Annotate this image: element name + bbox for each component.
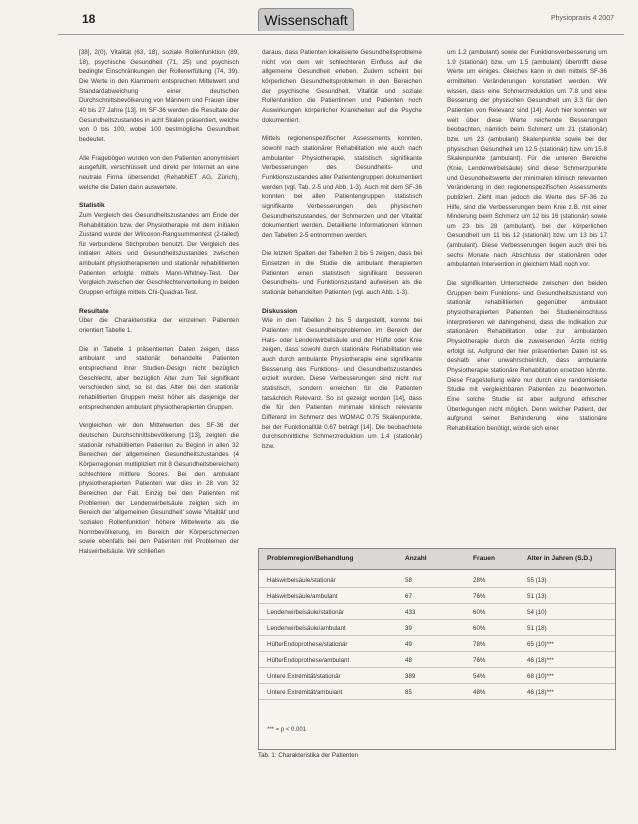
table-cell: 67 (405, 593, 412, 600)
table-cell: Hüfte/Endoprothese/stationär (267, 641, 348, 648)
section-heading-diskussion: Diskussion (262, 307, 298, 315)
text-column-2 (262, 48, 422, 540)
table-cell: 49 (405, 641, 412, 648)
table-header-cell: Anzahl (405, 555, 427, 562)
paragraph: um 1.2 (ambulant) sowie der Funktionsverbesserung um 1.9 (stationär) bzw. um 1.5 (ambulant) übertrifft diese Werte um einiges. Gleiches kann in den mittels SF-36 ermittelten Veränderungen konstatiert werden. Wir wissen, dass eine Schmerzreduktion um 7.8 und eine Besserung der physischen Gesundheit um 3.3 für den Patienten von Relevanz sind [14]. Auch hier konnten wir weit über diese Werte reichende Besserungen beobachten, nämlich beim Schmerz um 21 (stationär) bzw. um 23 (ambulant) Skalenpunkte sowie bei der physischen Gesundheit um 12.5 (stationär) bzw. um 15.8 Skalenpunkte (ambulant). Für die unteren Bereiche (Knie, Lendenwirbelsäule) sind diese Schmerzpunkte und Gesundheitswerte der minimalen klinisch relevanten Veränderung in den regionenspezifischen Assessments publiziert. Zieht man jedoch die Werte des SF-36 zu Hilfe, sind die Verbesserungen beim Knie z.B. mit einer Minderung beim Schmerz um 12 bis 16 (stationär) sowie um 23 bis 28 (ambulant), bei der körperlichen Gesundheit um 11 bis 12 (stationär) bzw. um 13 bis 17 (ambulant). Diese Verbesserungen liegen auch drei bis sechs Monate nach Abschluss der stationären oder ambulanten Intervention in gleichem Maß noch vor. (447, 49, 607, 269)
paragraph: Vergleichen wir den Mittelwerten des SF-36 der deutschen Durchschnittsbevölkerung [13], zeigten die stationär rehabilitierten Patienten zu Beginn in allen 32 Bereichen der allgemeinen Gesundheitszustandes (4 Körperregionen multipliziert mit 8 Gesundheitsbereichen) schlechtere mittlere Scores. Bei den ambulant physiotherapierten Patienten war dies in 28 von 32 Bereichen der Fall. Einzig bei den Patienten mit Problemen der Lendenwirbelsäule zeigten sich im Bereich der 'allgemeinen Gesundheit' sowie 'Vitalität' und 'sozialen Rollenfunktion' höhere Mittelwerte als die Normbevölkerung, im Bereich der Körperschmerzen sowie ebenfalls bei den Patienten mit Problemen der Halswirbelsäule. Wir schließen (79, 422, 239, 555)
table-cell: 51 (18) (527, 625, 547, 632)
section-heading-statistik: Statistik (79, 202, 105, 210)
table-cell: 60% (473, 625, 486, 632)
table-cell: Untere Extremität/ambulant (267, 689, 343, 696)
table-cell: 433 (405, 609, 416, 616)
table-header-cell: Frauen (473, 555, 495, 562)
table-cell: 85 (405, 689, 412, 696)
table-cell: 48% (473, 689, 486, 696)
table-cell: 78% (473, 641, 486, 648)
paragraph: daraus, dass Patienten lokalisierte Gesundheitsprobleme nicht von dem wir schlechteren Einfluss auf die allgemeine Gesundheit erleben. Zudem scheint bei körperlichen Gesundheitsproblemen in den Bereichen der psychische Gesundheit, Vitalität und soziale Rollenfunktion die Patientinnen und Patienten noch Auswirkungen körperlicher Krankheiten auf die Psyche dokumentiert. (262, 49, 422, 124)
table-row (259, 575, 615, 588)
issue-label: Physiopraxis 4 2007 (550, 15, 614, 22)
table-caption: Tab. 1: Charakteristika der Patienten (258, 752, 359, 759)
table-row (259, 671, 615, 684)
table-cell: 54% (473, 673, 486, 680)
patient-characteristics-table (258, 548, 616, 750)
paragraph: Über die Charakteristika der einzelnen Patienten orientiert Tabelle 1. (79, 317, 239, 335)
paragraph: Alle Fragebögen wurden von den Patienten anonymisiert ausgefüllt, verschlüsselt und direkt per Internet an eine neutrale Firma übersendet (RehabNET AG, Zürich), welche die Daten dann auswertete. (79, 154, 239, 191)
table-cell: 68 (10)*** (527, 673, 554, 680)
paragraph: Die signifikanten Unterschiede zwischen den beiden Gruppen beim Funktions- und Gesundheitszustand von stationär rehabilitierten gegenüber ambulant physiotherapierten Patienten bei Studieneinschluss interpretieren wir dahingehend, dass die Indikation zur stationären Rehabilitation oder zur ambulanten Physiotherapie durch die zuweisenden Ärzte richtig erfolgt ist. Aufgrund der hier präsentierten Daten ist es deshalb eher unwahrscheinlich, dass ambulante Physiotherapie stationäre Rehabilitation ersetzen könnte. Diese Fragestellung wäre nur durch eine randomisierte Studie mit vergleichbaren Patienten zu beantworten. Eine solche Studie ist aber aufgrund ethischer Überlegungen nicht möglich. Denn welcher Patient, der aufgrund seiner Behinderung eine stationäre Rehabilitation benötigt, würde sich einer (447, 280, 607, 432)
table-cell: 46 (18)*** (527, 689, 554, 696)
table-cell: 76% (473, 593, 486, 600)
paragraph: [38], 2(0), Vitalität (63, 18), soziale Rollenfunktion (89, 18), psychische Gesundheit (71, 25) und psychisch bedingte Einschränkungen der Rollenerfüllung (74, 39). Die Werte in den Klammern entsprechen Mittelwert und Standardabweichung einer deutschen Durchschnittsbevölkerung von Männern und Frauen über 40 bis 27 Jahre [13]. Im SF-36 werden die Resultate der Gesundheitszustandes in acht Skalen präsentiert, welche von 0 bis 100, wobei 100 bestmögliche Gesundheit bedeutet. (79, 49, 239, 143)
table-header (259, 549, 615, 570)
table-cell: 46 (18)*** (527, 657, 554, 664)
table-cell: 48 (405, 657, 412, 664)
table-row (259, 639, 615, 652)
table-cell: Lendenwirbelsäule/stationär (267, 609, 345, 616)
paragraph: Die in Tabelle 1 präsentierten Daten zeigen, dass ambulant und stationär behandelte Patienten entsprechend ihrer Studien-Design nicht bezüglich Geschlecht, aber bezüglich Alter zum Teil signifikant verschieden sind, so ist das Alter bei den stationär rehabilitierten Gruppen meist höher als dasjenige der entsprechenden ambulant physiotherapierten Gruppen. (79, 345, 239, 411)
page-number: 18 (82, 12, 96, 26)
table-cell: 28% (473, 577, 486, 584)
table-cell: Hüfte/Endoprothese/ambulant (267, 657, 350, 664)
table-row (259, 687, 615, 700)
table-row (259, 591, 615, 604)
table-cell: Lendenwirbelsäule/ambulant (267, 625, 346, 632)
table-cell: 39 (405, 625, 412, 632)
table-header-cell: Problemregion/Behandlung (267, 555, 354, 562)
table-cell: 51 (13) (527, 593, 547, 600)
table-header-cell: Alter in Jahren (S.D.) (527, 555, 593, 562)
paragraph: Zum Vergleich des Gesundheitszustandes am Ende der Rehabilitation bzw. der Physiotherapie mit dem initialen Zustand wurde der Wilcoxon-Rangsummentest (2-tailed) für verbundene Stichproben benutzt. Der Vergleich des initialen Alters und Gesundheitszustandes zwischen ambulant physiotherapierten und stationär rehabilitierten Patienten erfolgte mittels Mann-Whitney-Test. Der Vergleich zwischen der Geschlechterverteilung in beiden Gruppen erfolgte mittels Chi-Quadrat-Test. (79, 211, 239, 297)
table-cell: 65 (10)*** (527, 641, 554, 648)
table-cell: Untere Extremität/stationär (267, 673, 341, 680)
table-cell: 58 (405, 577, 412, 584)
text-column-3 (447, 48, 607, 540)
table-cell: 54 (10) (527, 609, 547, 616)
table-cell: 389 (405, 673, 416, 680)
table-cell: Halswirbelsäule/stationär (267, 577, 336, 584)
table-cell: 76% (473, 657, 486, 664)
section-heading-resultate: Resultate (79, 307, 109, 315)
paragraph: Die letzten Spalten der Tabellen 2 bis 5 zeigen, dass bei Einsetzen in die Studie die ambulant therapierten Patienten einen statistisch signifikant besseren Gesundheits- und Funktionszustand aufweisen als die stationär behandelten Patienten (vgl. auch Abb. 1-3). (262, 250, 422, 297)
table-cell: 55 (13) (527, 577, 547, 584)
table-row (259, 655, 615, 668)
table-cell: 60% (473, 609, 486, 616)
table-footnote: *** = p < 0.001 (267, 727, 307, 733)
section-title: Wissenschaft (258, 8, 354, 31)
paragraph: Mittels regionenspezifischer Assessments konnten, sowohl nach stationärer Rehabilitation wie auch nach ambulanter Physiotherapie, statistisch signifikante Verbesserungen des Gesundheits- und Funktionszustandes aller Patientengruppen dokumentiert werden (vgl. Tab. 2-5 und Abb. 1-3). Auch mit dem SF-36 konnten bei allen Patientengruppen statistisch signifikante Verbesserungen des physischen Gesundheitszustandes, der Schmerzen und der Vitalität dokumentiert werden. Detaillierte Informationen können den Tabellen 2-5 entnommen werden. (262, 135, 422, 239)
table-cell: Halswirbelsäule/ambulant (267, 593, 338, 600)
text-column-1 (79, 48, 239, 566)
paragraph: Wie in den Tabellen 2 bis 5 dargestellt, konnte bei Patienten mit Gesundheitsproblemen im Bereich der Hals- oder Lendenwirbelsäule und der Hüfte oder Knie zeigen, dass sowohl durch stationäre Rehabilitation wie auch durch ambulante Physiotherapie eine signifikante Besserung des Funktions- und Gesundheitszustandes erzielt wurden. Diese Verbesserungen sind nicht nur statistisch, sondern erreichen für die Patienten tatsächlich Relevanz. So ist gezeigt worden [14], dass die für den Patienten minimale klinisch relevante Differenz im Schmerz des WOMAC 0.75 Skalenpunkte, bei der Funktionalität 0.67 beträgt [14]. Die beobachtete durchschnittliche Schmerzreduktion um 1.4 (stationär) bzw. (262, 317, 422, 450)
table-row (259, 607, 615, 620)
table-row (259, 623, 615, 636)
